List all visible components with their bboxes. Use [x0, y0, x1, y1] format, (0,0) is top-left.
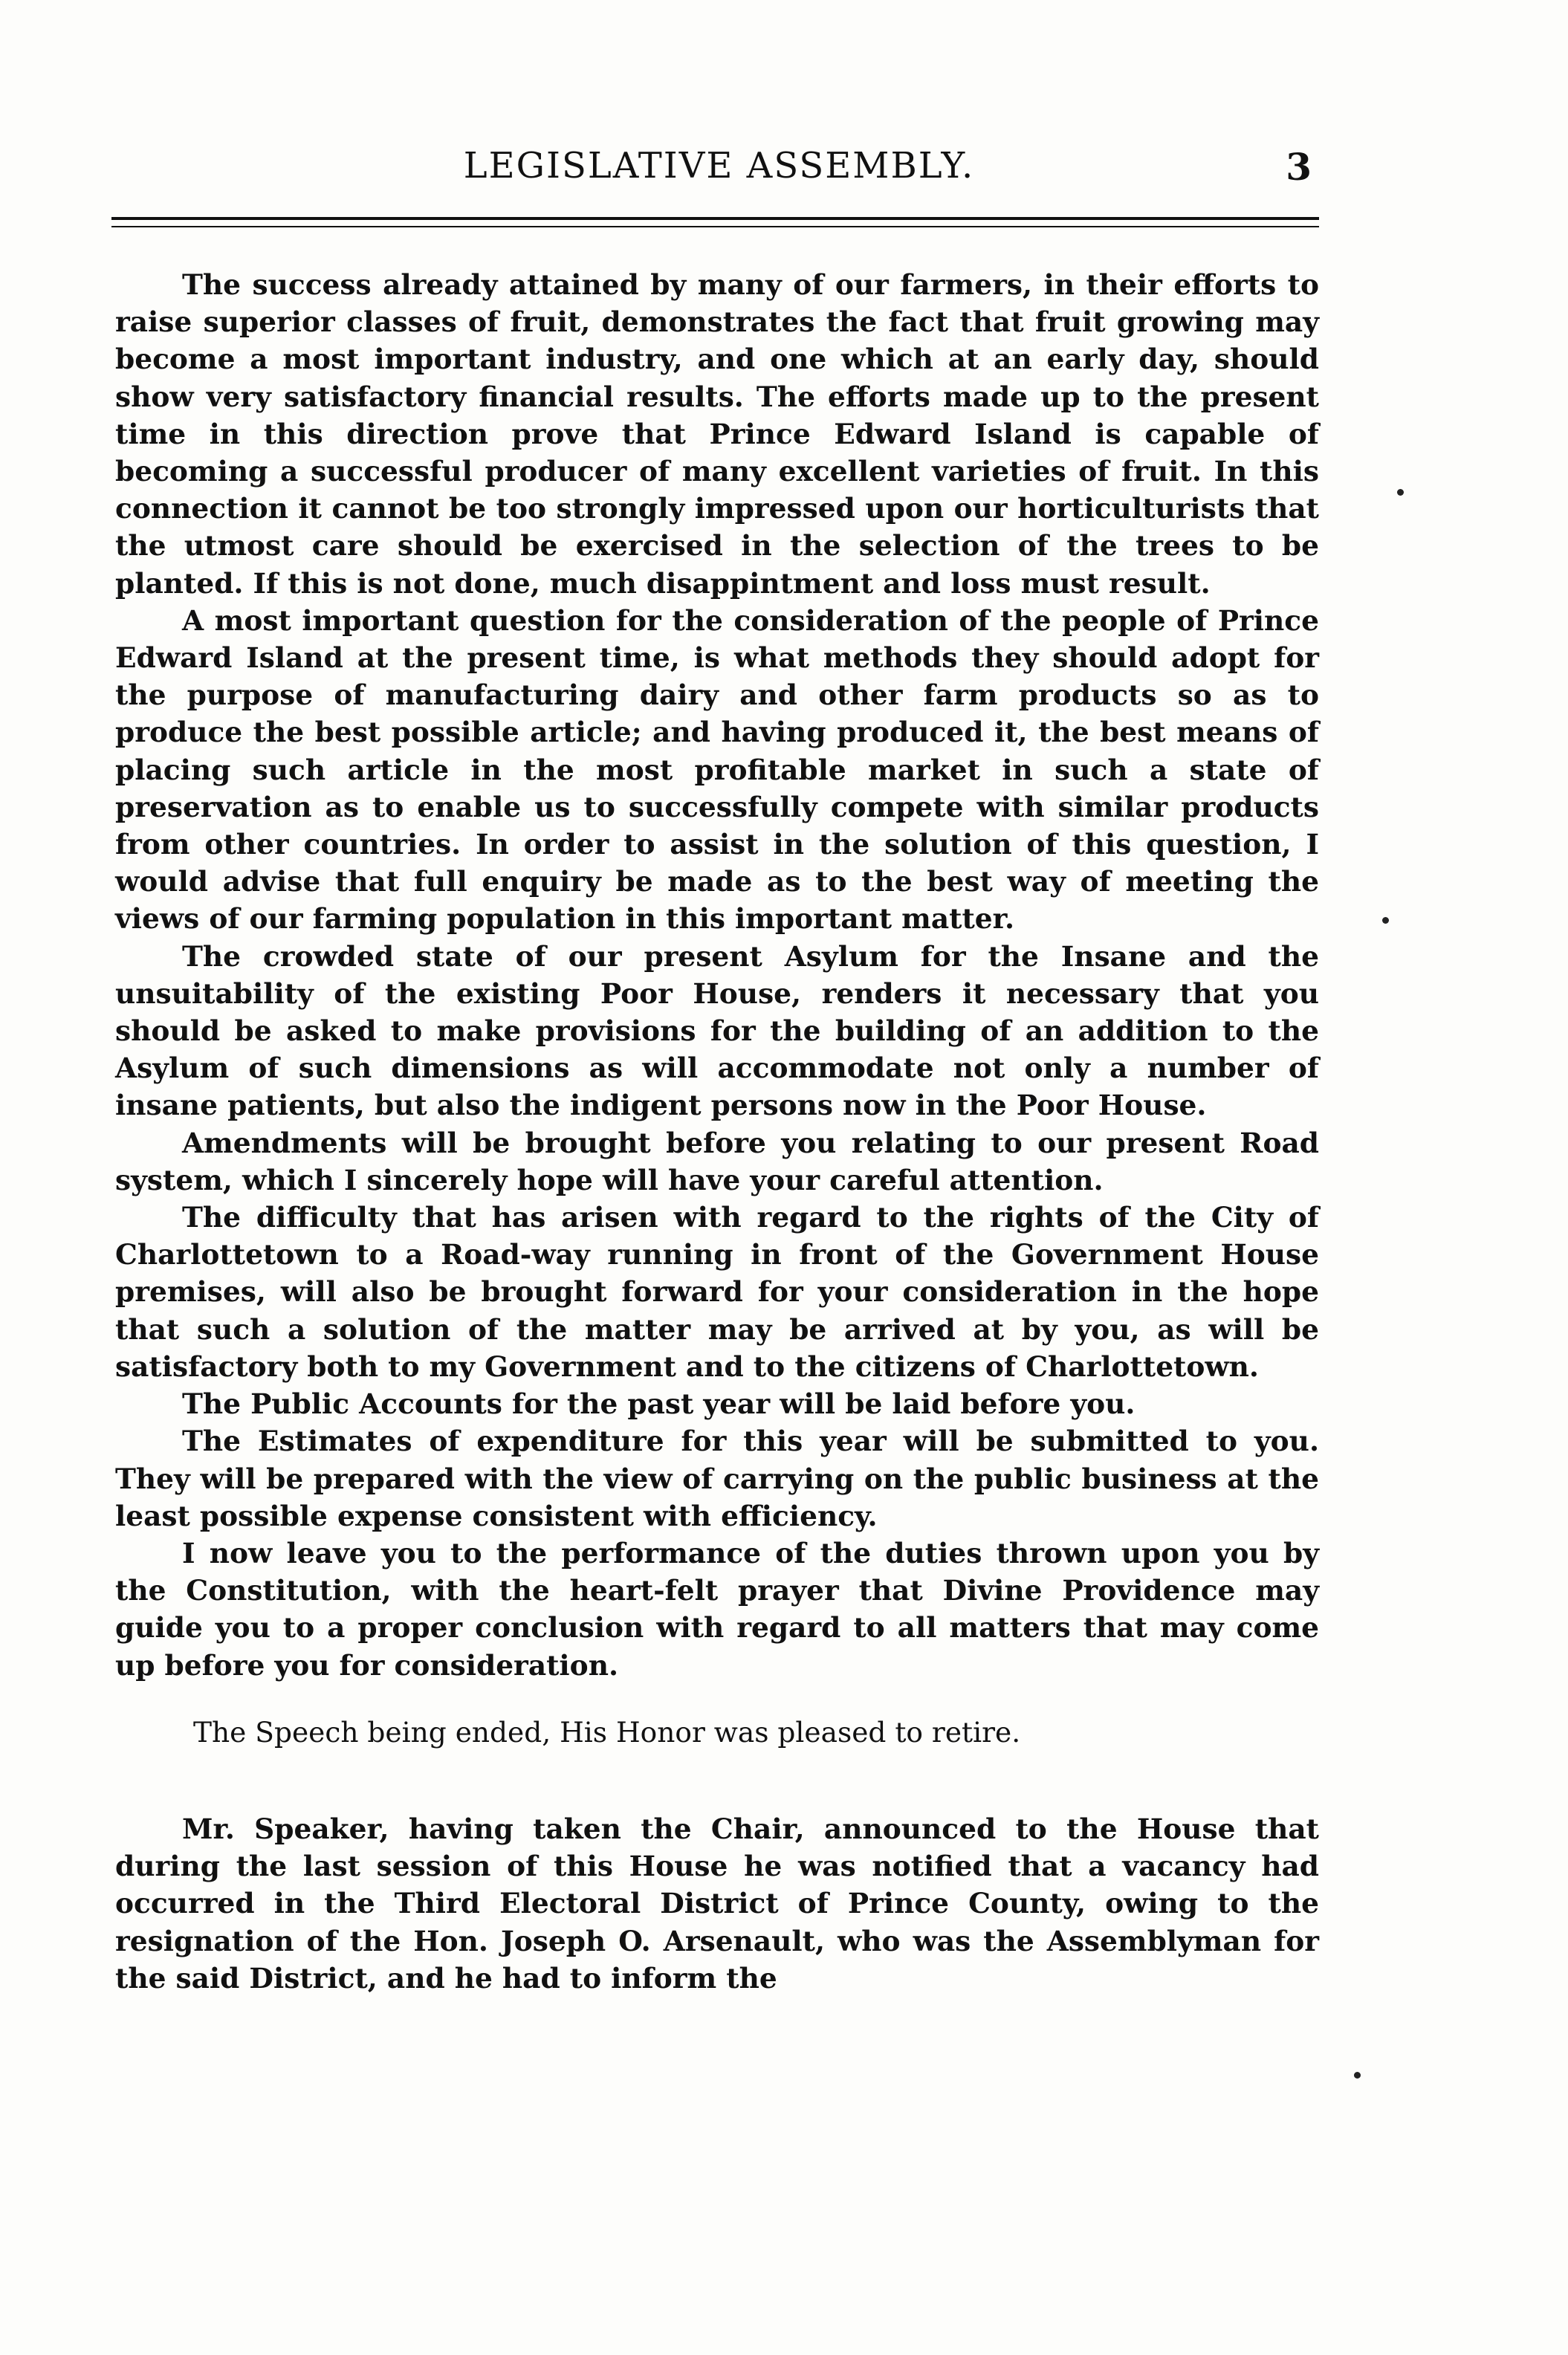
body-text	[115, 266, 1319, 1997]
paragraph-fruit-growing: The success already attained by many of our farmers, in their efforts to raise superior classes of fruit, demonstrates the fact that fruit growing may become a most important industry, and one which at an early day, should show very satisfactory financial results. The efforts made up to the present time in this direction prove that Prince Edward Island is capable of becoming a successful producer of many excellent varieties of fruit. In this connection it cannot be too strongly impressed upon our horticulturists that the utmost care should be exercised in the selection of the trees to be planted. If this is not done, much disappintment and loss must result.	[115, 268, 1319, 600]
paragraph-asylum: The crowded state of our present Asylum for the Insane and the unsuitability of the existing Poor House, renders it necessary that you should be asked to make provisions for the building of an addition to the Asylum of such dimensions as will accommodate not only a number of insane patients, but also the indigent persons now in the Poor House.	[115, 939, 1319, 1122]
paragraph-road-system: Amendments will be brought before you relating to our present Road system, which I sincerely hope will have your careful attention.	[115, 1126, 1319, 1196]
paragraph-estimates: The Estimates of expenditure for this year will be submitted to you. They will be prepared with the view of carrying on the public business at the least possible expense consistent with efficiency.	[115, 1425, 1319, 1532]
header-rule-thin	[111, 226, 1319, 227]
paragraph-speaker-announcement: Mr. Speaker, having taken the Chair, announced to the House that during the last session of this House he was notified that a vacancy had occurred in the Third Electoral District of Prince County, owing to the resignation of the Hon. Joseph O. Arsenault, who was the Assemblyman for the said District, and he had to inform the	[115, 1812, 1319, 1995]
paragraph-charlottetown-roadway: The difficulty that has arisen with regard to the rights of the City of Charlottetown to a Road-way running in front of the Government House premises, will also be brought forward for your consideration in the hope that such a solution of the matter may be arrived at by you, as will be satisfactory both to my Government and to the citizens of Charlottetown.	[115, 1201, 1319, 1383]
margin-speck	[1354, 2072, 1361, 2079]
running-head	[119, 145, 1319, 197]
page-number: 3	[1286, 145, 1312, 189]
section-gap	[115, 1751, 1319, 1781]
paragraph-dairy-products: A most important question for the consideration of the people of Prince Edward Island at the present time, is what methods they should adopt for the purpose of manufacturing dairy and other farm products so as to produce the best possible article; and having produced it, the best means of placing such article in the most profitable market in such a state of preservation as to enable us to successfully compete with similar products from other countries. In order to assist in the solution of this question, I would advise that full enquiry be made as to the best way of meeting the views of our farming population in this important matter.	[115, 603, 1319, 936]
paragraph-closing-prayer: I now leave you to the performance of the duties thrown upon you by the Constitution, with the heart-felt prayer that Divine Providence may guide you to a proper conclusion with regard to all matters that may come up before you for consideration.	[115, 1536, 1319, 1682]
margin-speck	[1382, 917, 1389, 924]
header-rule-thick	[111, 217, 1319, 220]
margin-speck	[1397, 489, 1404, 496]
paragraph-public-accounts: The Public Accounts for the past year will be laid before you.	[182, 1387, 1135, 1421]
running-title: LEGISLATIVE ASSEMBLY.	[463, 145, 975, 187]
section-gap	[115, 1684, 1319, 1714]
speech-ended-line: The Speech being ended, His Honor was pleased to retire.	[193, 1715, 1021, 1749]
section-gap	[115, 1781, 1319, 1810]
